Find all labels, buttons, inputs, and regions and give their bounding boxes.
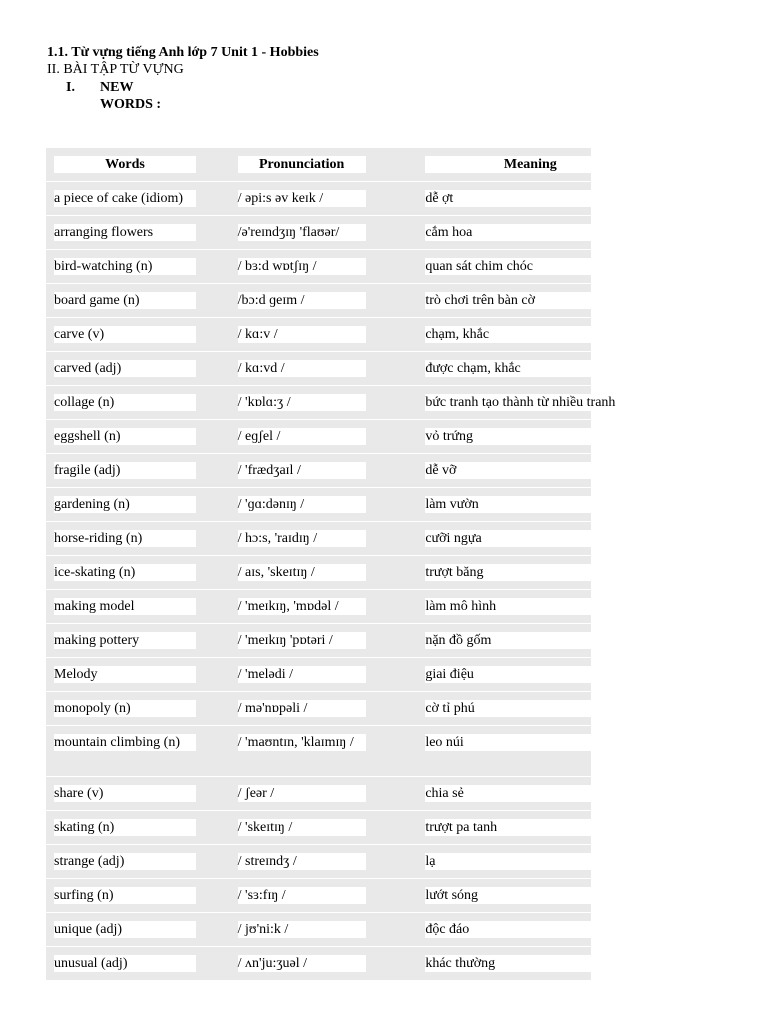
word-cell-text: unique (adj) <box>54 921 196 938</box>
meaning-cell <box>409 947 591 981</box>
word-cell-text: gardening (n) <box>54 496 196 513</box>
document-title: 1.1. Từ vựng tiếng Anh lớp 7 Unit 1 - Hobbies <box>47 45 319 60</box>
meaning-cell <box>409 352 591 386</box>
word-cell <box>46 692 228 726</box>
table-row <box>46 522 591 556</box>
meaning-cell <box>409 216 591 250</box>
meaning-cell <box>409 726 591 777</box>
word-cell <box>46 216 228 250</box>
word-cell-text: surfing (n) <box>54 887 196 904</box>
pronunciation-cell-text: / ʃeər / <box>238 785 366 802</box>
meaning-cell-text: dễ ợt <box>425 190 635 207</box>
word-cell-text: horse-riding (n) <box>54 530 196 547</box>
pronunciation-cell <box>228 845 410 879</box>
table-header-row <box>46 148 591 182</box>
pronunciation-cell-text: / kɑ:vd / <box>238 360 366 377</box>
meaning-cell-text: làm vườn <box>425 496 635 513</box>
meaning-cell-text: độc đáo <box>425 921 635 938</box>
meaning-cell-text: vỏ trứng <box>425 428 635 445</box>
pronunciation-cell <box>228 777 410 811</box>
pronunciation-cell <box>228 658 410 692</box>
pronunciation-cell-text: / 'ɡɑ:dənɪŋ / <box>238 496 366 513</box>
vocabulary-body <box>46 182 616 981</box>
meaning-cell-text: trượt băng <box>425 564 635 581</box>
table-row <box>46 318 591 352</box>
pronunciation-cell <box>228 879 410 913</box>
word-cell <box>46 488 228 522</box>
word-cell <box>46 658 228 692</box>
word-cell <box>46 284 228 318</box>
pronunciation-cell <box>228 454 410 488</box>
table-row <box>46 726 591 777</box>
word-cell-text: arranging flowers <box>54 224 196 241</box>
pronunciation-cell <box>228 947 410 981</box>
pronunciation-cell-text: /bɔ:d ɡeɪm / <box>238 292 366 309</box>
word-cell-text: monopoly (n) <box>54 700 196 717</box>
meaning-cell-text: trượt pa tanh <box>425 819 635 836</box>
word-cell-text: carve (v) <box>54 326 196 343</box>
meaning-cell-text: lướt sóng <box>425 887 635 904</box>
meaning-cell <box>409 284 591 318</box>
table-row <box>46 454 591 488</box>
pronunciation-cell-text: / 'maʊntɪn, 'klaɪmɪŋ / <box>238 734 366 751</box>
word-cell-text: strange (adj) <box>54 853 196 870</box>
meaning-cell-text: cắm hoa <box>425 224 635 241</box>
meaning-cell <box>409 182 591 216</box>
table-row <box>46 777 591 811</box>
table-row <box>46 845 591 879</box>
word-cell-text: eggshell (n) <box>54 428 196 445</box>
table-row <box>46 216 591 250</box>
word-cell-text: making pottery <box>54 632 196 649</box>
pronunciation-cell <box>228 726 410 777</box>
word-cell-text: share (v) <box>54 785 196 802</box>
meaning-cell-text: cờ tỉ phú <box>425 700 635 717</box>
table-row <box>46 913 591 947</box>
table-row <box>46 590 591 624</box>
meaning-cell-text: quan sát chim chóc <box>425 258 635 275</box>
section-number: I. <box>66 80 75 95</box>
pronunciation-cell <box>228 522 410 556</box>
meaning-cell <box>409 250 591 284</box>
pronunciation-cell-text: / əpi:s əv keɪk / <box>238 190 366 207</box>
word-cell <box>46 624 228 658</box>
word-cell-text: a piece of cake (idiom) <box>54 190 196 207</box>
pronunciation-cell-text: / bɜ:d wɒtʃɪŋ / <box>238 258 366 275</box>
meaning-cell <box>409 386 616 420</box>
meaning-cell <box>409 318 591 352</box>
word-cell <box>46 947 228 981</box>
meaning-cell-text: nặn đồ gốm <box>425 632 635 649</box>
word-cell <box>46 386 228 420</box>
pronunciation-cell <box>228 913 410 947</box>
meaning-cell-text: chia sẻ <box>425 785 635 802</box>
meaning-cell <box>409 658 591 692</box>
pronunciation-cell-text: / aɪs, 'skeɪtɪŋ / <box>238 564 366 581</box>
word-cell <box>46 522 228 556</box>
meaning-cell <box>409 913 591 947</box>
word-cell-text: making model <box>54 598 196 615</box>
pronunciation-cell <box>228 692 410 726</box>
word-cell <box>46 777 228 811</box>
word-cell <box>46 250 228 284</box>
table-row <box>46 692 591 726</box>
pronunciation-cell <box>228 352 410 386</box>
pronunciation-cell <box>228 284 410 318</box>
pronunciation-cell <box>228 811 410 845</box>
meaning-cell-text: cưỡi ngựa <box>425 530 635 547</box>
word-cell-text: skating (n) <box>54 819 196 836</box>
document-subtitle: II. BÀI TẬP TỪ VỰNG <box>47 62 184 77</box>
word-cell <box>46 352 228 386</box>
meaning-cell-text: bức tranh tạo thành từ nhiều tranh <box>425 394 635 411</box>
word-cell-text: ice-skating (n) <box>54 564 196 581</box>
pronunciation-cell-text: / jʊ'ni:k / <box>238 921 366 938</box>
word-cell <box>46 454 228 488</box>
pronunciation-cell-text: / hɔ:s, 'raɪdɪŋ / <box>238 530 366 547</box>
table-row <box>46 624 591 658</box>
pronunciation-cell-text: / 'meɪkɪŋ, 'mɒdəl / <box>238 598 366 615</box>
word-cell <box>46 811 228 845</box>
pronunciation-cell-text: / eɡʃel / <box>238 428 366 445</box>
meaning-cell <box>409 522 591 556</box>
pronunciation-cell-text: / ʌn'ju:ʒuəl / <box>238 955 366 972</box>
word-cell-text: bird-watching (n) <box>54 258 196 275</box>
pronunciation-cell <box>228 318 410 352</box>
meaning-cell-text: giai điệu <box>425 666 635 683</box>
pronunciation-cell-text: / 'melədi / <box>238 666 366 683</box>
word-cell-text: collage (n) <box>54 394 196 411</box>
pronunciation-cell-text: / 'sɜ:fɪŋ / <box>238 887 366 904</box>
word-cell <box>46 590 228 624</box>
word-cell-text: board game (n) <box>54 292 196 309</box>
vocabulary-table <box>46 147 616 980</box>
meaning-cell-text: chạm, khắc <box>425 326 635 343</box>
table-row <box>46 488 591 522</box>
meaning-cell <box>409 420 591 454</box>
table-row <box>46 284 591 318</box>
pronunciation-cell-text: / kɑ:v / <box>238 326 366 343</box>
word-cell <box>46 182 228 216</box>
meaning-cell <box>409 488 591 522</box>
pronunciation-cell <box>228 386 410 420</box>
word-cell <box>46 879 228 913</box>
pronunciation-cell <box>228 216 410 250</box>
meaning-cell <box>409 879 591 913</box>
pronunciation-cell-text: / 'meɪkɪŋ 'pɒtəri / <box>238 632 366 649</box>
meaning-cell <box>409 692 591 726</box>
word-cell <box>46 318 228 352</box>
table-row <box>46 947 591 981</box>
meaning-cell <box>409 556 591 590</box>
table-row <box>46 182 591 216</box>
word-cell <box>46 420 228 454</box>
word-cell <box>46 845 228 879</box>
meaning-cell-text: làm mô hình <box>425 598 635 615</box>
table-row <box>46 658 591 692</box>
meaning-cell-text: dễ vỡ <box>425 462 635 479</box>
meaning-cell <box>409 590 591 624</box>
meaning-cell <box>409 777 591 811</box>
pronunciation-cell <box>228 182 410 216</box>
header-meaning <box>409 148 591 182</box>
header-meaning-label: Meaning <box>425 156 635 173</box>
table-row <box>46 556 591 590</box>
table-row <box>46 352 591 386</box>
pronunciation-cell-text: / 'frædʒaɪl / <box>238 462 366 479</box>
pronunciation-cell-text: / streɪndʒ / <box>238 853 366 870</box>
meaning-cell <box>409 624 591 658</box>
pronunciation-cell <box>228 488 410 522</box>
meaning-cell <box>409 811 591 845</box>
word-cell-text: fragile (adj) <box>54 462 196 479</box>
header-pronunciation <box>228 148 410 182</box>
pronunciation-cell <box>228 556 410 590</box>
pronunciation-cell-text: / mə'nɒpəli / <box>238 700 366 717</box>
meaning-cell-text: trò chơi trên bàn cờ <box>425 292 635 309</box>
pronunciation-cell <box>228 420 410 454</box>
meaning-cell <box>409 845 591 879</box>
word-cell <box>46 913 228 947</box>
heading-block <box>47 44 607 131</box>
meaning-cell-text: được chạm, khắc <box>425 360 635 377</box>
word-cell-text: unusual (adj) <box>54 955 196 972</box>
word-cell <box>46 556 228 590</box>
table-row <box>46 879 591 913</box>
word-cell-text: mountain climbing (n) <box>54 734 196 751</box>
pronunciation-cell-text: /ə'reɪndʒɪŋ 'flaʊər/ <box>238 224 366 241</box>
meaning-cell-text: leo núi <box>425 734 635 751</box>
header-words <box>46 148 228 182</box>
word-cell <box>46 726 228 777</box>
meaning-cell-text: lạ <box>425 853 635 870</box>
header-words-label: Words <box>54 156 196 173</box>
table-row <box>46 386 591 420</box>
pronunciation-cell-text: / 'kɒlɑ:ʒ / <box>238 394 366 411</box>
word-cell-text: carved (adj) <box>54 360 196 377</box>
pronunciation-cell <box>228 624 410 658</box>
section-label: NEW WORDS : <box>100 80 162 112</box>
pronunciation-cell-text: / 'skeɪtɪŋ / <box>238 819 366 836</box>
table-row <box>46 811 591 845</box>
table-row <box>46 420 591 454</box>
meaning-cell-text: khác thường <box>425 955 635 972</box>
header-pronunciation-label: Pronunciation <box>238 156 366 173</box>
section-heading <box>47 79 607 131</box>
pronunciation-cell <box>228 590 410 624</box>
meaning-cell <box>409 454 591 488</box>
word-cell-text: Melody <box>54 666 196 683</box>
pronunciation-cell <box>228 250 410 284</box>
table-row <box>46 250 591 284</box>
